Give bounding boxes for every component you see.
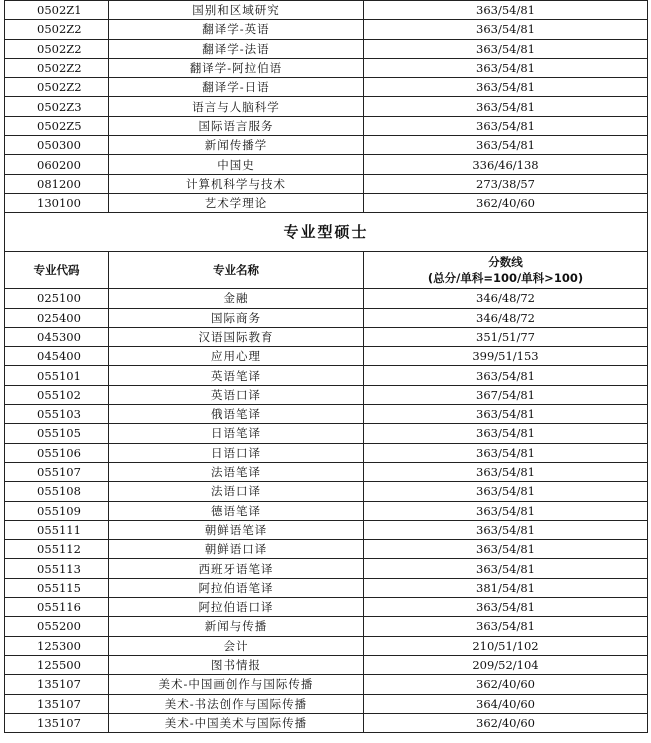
cell-code: 025400 (5, 308, 109, 327)
cell-code: 055115 (5, 578, 109, 597)
cell-name: 阿拉伯语口译 (109, 598, 364, 617)
cell-score: 351/51/77 (364, 327, 648, 346)
table-row (5, 327, 648, 346)
cell-name: 语言与人脑科学 (109, 97, 364, 116)
cell-name: 美术-书法创作与国际传播 (109, 694, 364, 713)
academic-section (5, 1, 648, 213)
table-row (5, 193, 648, 212)
cell-score: 363/54/81 (364, 405, 648, 424)
cell-code: 055105 (5, 424, 109, 443)
cell-name: 日语口译 (109, 443, 364, 462)
cell-code: 0502Z2 (5, 58, 109, 77)
cell-name: 美术-中国画创作与国际传播 (109, 675, 364, 694)
cell-code: 125500 (5, 655, 109, 674)
cell-name: 翻译学-日语 (109, 78, 364, 97)
cell-code: 050300 (5, 136, 109, 155)
cell-score: 363/54/81 (364, 97, 648, 116)
cell-score: 363/54/81 (364, 462, 648, 481)
cell-code: 0502Z1 (5, 1, 109, 20)
cell-code: 055102 (5, 385, 109, 404)
cell-name: 国别和区域研究 (109, 1, 364, 20)
cell-score: 363/54/81 (364, 540, 648, 559)
cell-name: 西班牙语笔译 (109, 559, 364, 578)
cell-name: 阿拉伯语笔译 (109, 578, 364, 597)
cell-code: 055111 (5, 520, 109, 539)
cell-code: 045300 (5, 327, 109, 346)
cell-code: 055112 (5, 540, 109, 559)
cell-name: 美术-中国美术与国际传播 (109, 713, 364, 732)
table-row (5, 289, 648, 308)
cell-name: 汉语国际教育 (109, 327, 364, 346)
cell-name: 计算机科学与技术 (109, 174, 364, 193)
header-name: 专业名称 (109, 252, 364, 289)
table-row (5, 636, 648, 655)
cell-code: 0502Z2 (5, 39, 109, 58)
table-row (5, 675, 648, 694)
cell-code: 055103 (5, 405, 109, 424)
cell-name: 金融 (109, 289, 364, 308)
table-row (5, 116, 648, 135)
cell-name: 法语口译 (109, 482, 364, 501)
cell-name: 朝鲜语笔译 (109, 520, 364, 539)
cell-score: 399/51/153 (364, 347, 648, 366)
header-score-line1: 分数线 (488, 255, 523, 270)
cell-score: 363/54/81 (364, 617, 648, 636)
cell-name: 图书情报 (109, 655, 364, 674)
cell-name: 翻译学-法语 (109, 39, 364, 58)
cell-score: 346/48/72 (364, 289, 648, 308)
cell-code: 0502Z2 (5, 20, 109, 39)
cell-score: 209/52/104 (364, 655, 648, 674)
table-row (5, 520, 648, 539)
section-title: 专业型硕士 (5, 213, 648, 252)
cell-score: 363/54/81 (364, 58, 648, 77)
table-row (5, 58, 648, 77)
cell-score: 363/54/81 (364, 520, 648, 539)
table-row (5, 598, 648, 617)
cell-code: 0502Z5 (5, 116, 109, 135)
table-row (5, 39, 648, 58)
table-row (5, 308, 648, 327)
cell-score: 362/40/60 (364, 193, 648, 212)
cell-name: 应用心理 (109, 347, 364, 366)
score-table (4, 0, 648, 733)
table-row (5, 694, 648, 713)
cell-code: 055113 (5, 559, 109, 578)
table-row (5, 174, 648, 193)
cell-code: 055101 (5, 366, 109, 385)
table-row (5, 136, 648, 155)
cell-code: 045400 (5, 347, 109, 366)
cell-score: 363/54/81 (364, 501, 648, 520)
cell-code: 055108 (5, 482, 109, 501)
table-row (5, 366, 648, 385)
table-row (5, 713, 648, 732)
cell-name: 会计 (109, 636, 364, 655)
cell-score: 363/54/81 (364, 116, 648, 135)
cell-score: 362/40/60 (364, 675, 648, 694)
cell-code: 055109 (5, 501, 109, 520)
table-row (5, 501, 648, 520)
cell-score: 346/48/72 (364, 308, 648, 327)
cell-name: 翻译学-阿拉伯语 (109, 58, 364, 77)
cell-score: 363/54/81 (364, 136, 648, 155)
header-score-line2: (总分/单科=100/单科>100) (427, 271, 584, 286)
cell-score: 362/40/60 (364, 713, 648, 732)
section-title-row (5, 213, 648, 252)
header-score (364, 252, 648, 289)
table-row (5, 540, 648, 559)
table-row (5, 462, 648, 481)
cell-score: 363/54/81 (364, 20, 648, 39)
table-row (5, 78, 648, 97)
cell-name: 新闻传播学 (109, 136, 364, 155)
cell-code: 055106 (5, 443, 109, 462)
table-row (5, 155, 648, 174)
cell-name: 艺术学理论 (109, 193, 364, 212)
cell-code: 130100 (5, 193, 109, 212)
header-code: 专业代码 (5, 252, 109, 289)
cell-name: 新闻与传播 (109, 617, 364, 636)
cell-code: 135107 (5, 713, 109, 732)
cell-name: 德语笔译 (109, 501, 364, 520)
table-row (5, 482, 648, 501)
cell-code: 125300 (5, 636, 109, 655)
cell-code: 0502Z2 (5, 78, 109, 97)
table-row (5, 424, 648, 443)
cell-score: 363/54/81 (364, 443, 648, 462)
cell-code: 055200 (5, 617, 109, 636)
cell-name: 俄语笔译 (109, 405, 364, 424)
professional-header-section (5, 213, 648, 289)
cell-name: 英语笔译 (109, 366, 364, 385)
table-row (5, 443, 648, 462)
cell-name: 国际语言服务 (109, 116, 364, 135)
professional-section (5, 289, 648, 733)
cell-code: 0502Z3 (5, 97, 109, 116)
cell-name: 朝鲜语口译 (109, 540, 364, 559)
cell-code: 055107 (5, 462, 109, 481)
column-header-row (5, 252, 648, 289)
cell-score: 336/46/138 (364, 155, 648, 174)
table-row (5, 347, 648, 366)
table-row (5, 617, 648, 636)
cell-code: 081200 (5, 174, 109, 193)
cell-name: 中国史 (109, 155, 364, 174)
cell-score: 363/54/81 (364, 559, 648, 578)
table-row (5, 1, 648, 20)
cell-name: 英语口译 (109, 385, 364, 404)
cell-code: 025100 (5, 289, 109, 308)
cell-name: 翻译学-英语 (109, 20, 364, 39)
cell-name: 法语笔译 (109, 462, 364, 481)
cell-score: 210/51/102 (364, 636, 648, 655)
cell-code: 135107 (5, 694, 109, 713)
cell-score: 363/54/81 (364, 482, 648, 501)
cell-score: 364/40/60 (364, 694, 648, 713)
cell-code: 055116 (5, 598, 109, 617)
cell-score: 363/54/81 (364, 39, 648, 58)
table-row (5, 97, 648, 116)
cell-name: 国际商务 (109, 308, 364, 327)
cell-score: 381/54/81 (364, 578, 648, 597)
table-row (5, 20, 648, 39)
cell-score: 363/54/81 (364, 424, 648, 443)
cell-code: 060200 (5, 155, 109, 174)
cell-score: 363/54/81 (364, 598, 648, 617)
cell-score: 363/54/81 (364, 1, 648, 20)
cell-score: 363/54/81 (364, 366, 648, 385)
cell-code: 135107 (5, 675, 109, 694)
cell-score: 363/54/81 (364, 78, 648, 97)
table-row (5, 385, 648, 404)
cell-name: 日语笔译 (109, 424, 364, 443)
cell-score: 273/38/57 (364, 174, 648, 193)
table-row (5, 559, 648, 578)
table-row (5, 655, 648, 674)
cell-score: 367/54/81 (364, 385, 648, 404)
table-row (5, 405, 648, 424)
table-row (5, 578, 648, 597)
